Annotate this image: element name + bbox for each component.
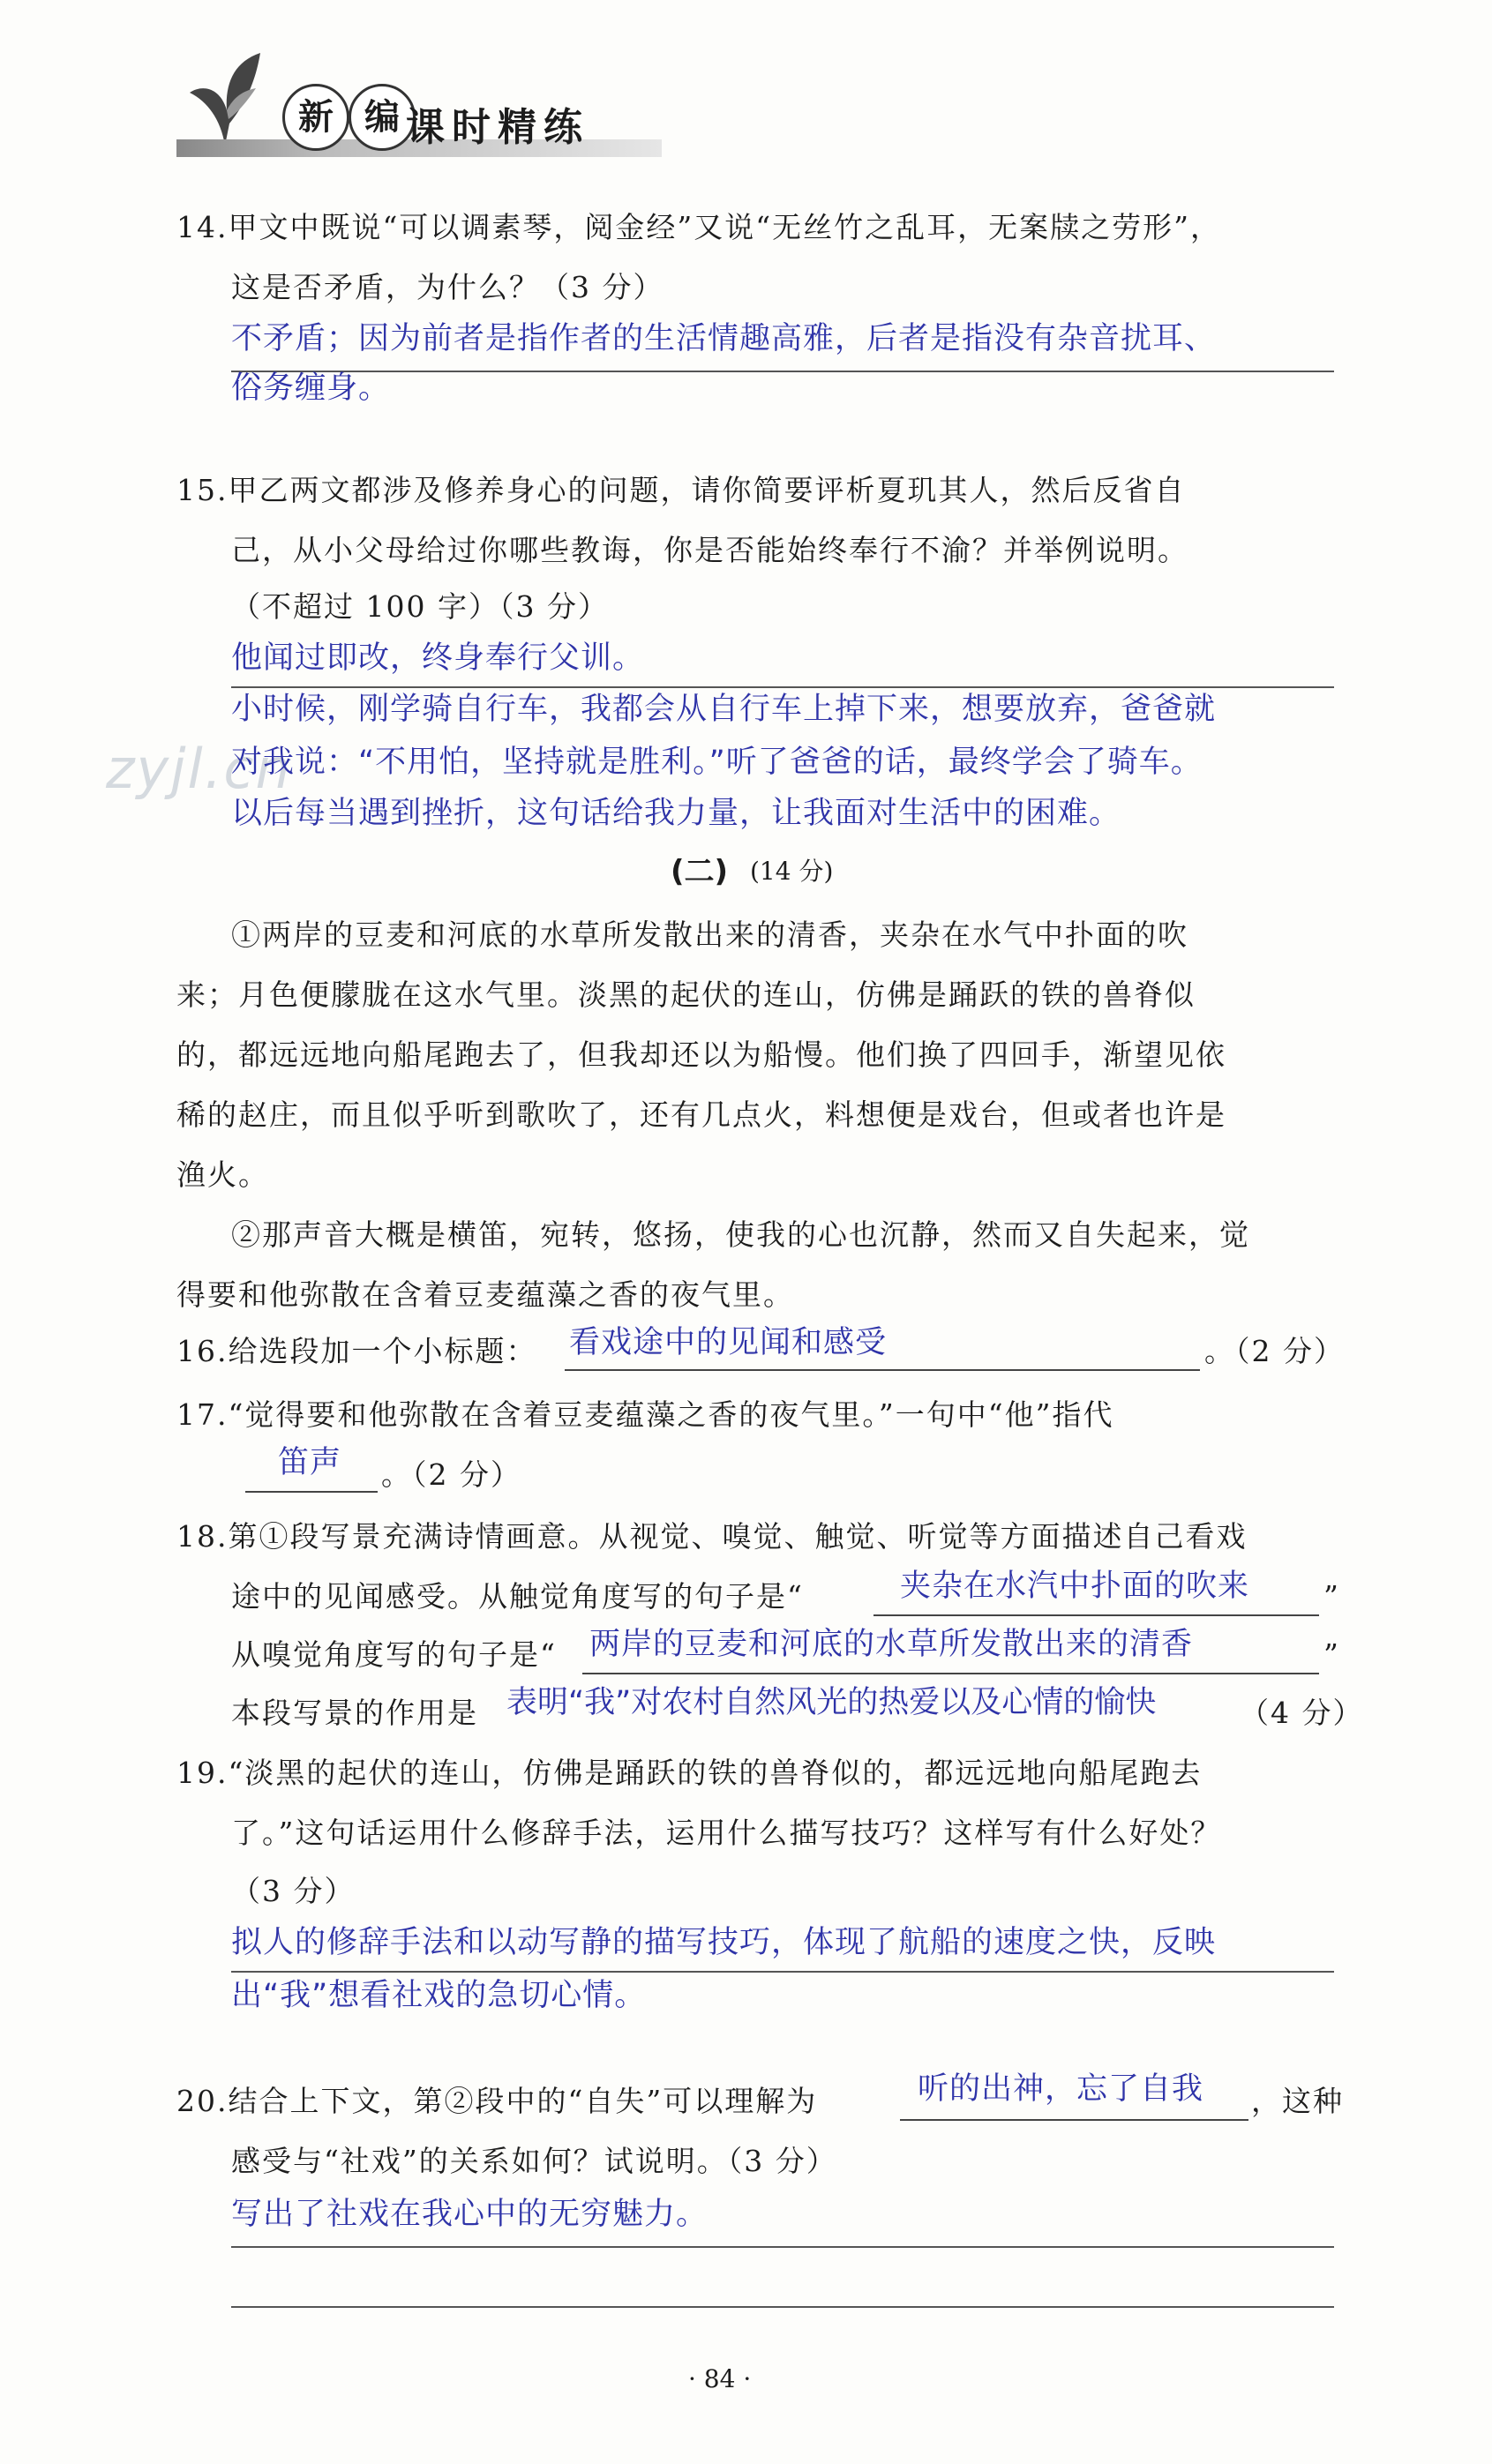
section-score: (14 分) — [750, 857, 834, 886]
header-badge-xin: 新 — [282, 84, 349, 151]
q19-line3: （3 分） — [231, 1874, 356, 1908]
passage-p1-line2: 来；月色便朦胧在这水气里。淡黑的起伏的连山，仿佛是踊跃的铁的兽脊似 — [176, 977, 1196, 1012]
passage-p2-line2: 得要和他弥散在含着豆麦蕴藻之香的夜气里。 — [176, 1277, 794, 1312]
q15-line1: 15.甲乙两文都涉及修养身心的问题，请你简要评析夏玑其人，然后反省自 — [176, 473, 1186, 507]
q17-answer: 笛声 — [278, 1445, 342, 1480]
q19-line2: 了。”这句话运用什么修辞手法，运用什么描写技巧？这样写有什么好处？ — [231, 1816, 1222, 1850]
q18-score: （4 分） — [1240, 1696, 1364, 1730]
q18-close-quote-2: ” — [1323, 1637, 1340, 1672]
q19-answer-line2: 出“我”想看社戏的急切心情。 — [231, 1978, 647, 2013]
q18-close-quote-1: ” — [1323, 1579, 1340, 1614]
q17-blank — [245, 1491, 378, 1493]
q18-answer-smell: 两岸的豆麦和河底的水草所发散出来的清香 — [589, 1627, 1194, 1662]
q18-blank-touch — [873, 1614, 1319, 1616]
q15-answer-line1: 他闻过即改，终身奉行父训。 — [231, 640, 645, 676]
section-title: (二) — [671, 854, 729, 889]
q20-line1: 20.结合上下文，第②段中的“自失”可以理解为 — [176, 2084, 818, 2118]
header-badge-bian: 编 — [349, 84, 416, 151]
answer-rule — [231, 2246, 1334, 2248]
page-number: · 84 · — [688, 2364, 752, 2393]
q14-line1: 14.甲文中既说“可以调素琴，阅金经”又说“无丝竹之乱耳，无案牍之劳形”， — [176, 210, 1221, 244]
q15-line2: 己，从小父母给过你哪些教诲，你是否能始终奉行不渝？并举例说明。 — [231, 533, 1188, 567]
q16-tail: 。（2 分） — [1204, 1334, 1345, 1368]
q19-answer-line1: 拟人的修辞手法和以动写静的描写技巧，体现了航船的速度之快，反映 — [231, 1925, 1217, 1960]
q15-answer-line2: 小时候，刚学骑自行车，我都会从自行车上掉下来，想要放弃，爸爸就 — [231, 692, 1217, 727]
q20-answer-blank: 听的出神，忘了自我 — [918, 2071, 1204, 2107]
passage-p1-line1: ①两岸的豆麦和河底的水草所发散出来的清香，夹杂在水气中扑面的吹 — [231, 917, 1188, 952]
answer-rule — [231, 686, 1334, 688]
q20-tail: ，这种 — [1251, 2084, 1344, 2118]
q18-line3: 从嗅觉角度写的句子是“ — [231, 1637, 557, 1672]
q16-answer: 看戏途中的见闻和感受 — [569, 1325, 888, 1360]
q20-line2: 感受与“社戏”的关系如何？试说明。（3 分） — [231, 2144, 837, 2178]
q18-blank-smell — [582, 1673, 1319, 1674]
q18-line2: 途中的见闻感受。从触觉角度写的句子是“ — [231, 1579, 804, 1614]
q14-answer-line1: 不矛盾；因为前者是指作者的生活情趣高雅，后者是指没有杂音扰耳、 — [231, 321, 1217, 356]
q15-line3: （不超过 100 字）（3 分） — [231, 589, 609, 624]
q19-line1: 19.“淡黑的起伏的连山，仿佛是踊跃的铁的兽脊似的，都远远地向船尾跑去 — [176, 1756, 1203, 1790]
q17-line1: 17.“觉得要和他弥散在含着豆麦蕴藻之香的夜气里。”一句中“他”指代 — [176, 1397, 1114, 1432]
q18-answer-touch: 夹杂在水汽中扑面的吹来 — [900, 1569, 1250, 1604]
answer-rule — [231, 371, 1334, 372]
header-title: 课时精练 — [406, 105, 589, 150]
q17-tail: 。（2 分） — [381, 1457, 521, 1492]
q15-answer-line3: 对我说：“不用怕，坚持就是胜利。”听了爸爸的话，最终学会了骑车。 — [231, 745, 1203, 780]
butterfly-icon — [172, 49, 269, 150]
answer-rule — [231, 1971, 1334, 1973]
answer-rule — [231, 2306, 1334, 2308]
q15-answer-line4: 以后每当遇到挫折，这句话给我力量，让我面对生活中的困难。 — [231, 796, 1121, 831]
q18-line1: 18.第①段写景充满诗情画意。从视觉、嗅觉、触觉、听觉等方面描述自己看戏 — [176, 1519, 1248, 1554]
q14-line2: 这是否矛盾，为什么？（3 分） — [231, 270, 664, 304]
q20-answer: 写出了社戏在我心中的无穷魅力。 — [231, 2197, 709, 2232]
passage-p2-line1: ②那声音大概是横笛，宛转，悠扬，使我的心也沉静，然而又自失起来，觉 — [231, 1217, 1250, 1252]
passage-p1-line5: 渔火。 — [176, 1157, 269, 1192]
watermark: zyjl.cn — [106, 737, 292, 801]
passage-p1-line3: 的，都远远地向船尾跑去了，但我却还以为船慢。他们换了四回手，渐望见依 — [176, 1037, 1226, 1072]
q14-answer-line2: 俗务缠身。 — [231, 371, 391, 406]
q18-line4: 本段写景的作用是 — [231, 1696, 478, 1730]
q16-blank — [565, 1369, 1200, 1371]
q20-blank — [900, 2119, 1248, 2121]
passage-p1-line4: 稀的赵庄，而且似乎听到歌吹了，还有几点火，料想便是戏台，但或者也许是 — [176, 1097, 1226, 1132]
q18-answer-effect: 表明“我”对农村自然风光的热爱以及心情的愉快 — [506, 1685, 1157, 1720]
q16-prompt: 16.给选段加一个小标题： — [176, 1334, 537, 1368]
